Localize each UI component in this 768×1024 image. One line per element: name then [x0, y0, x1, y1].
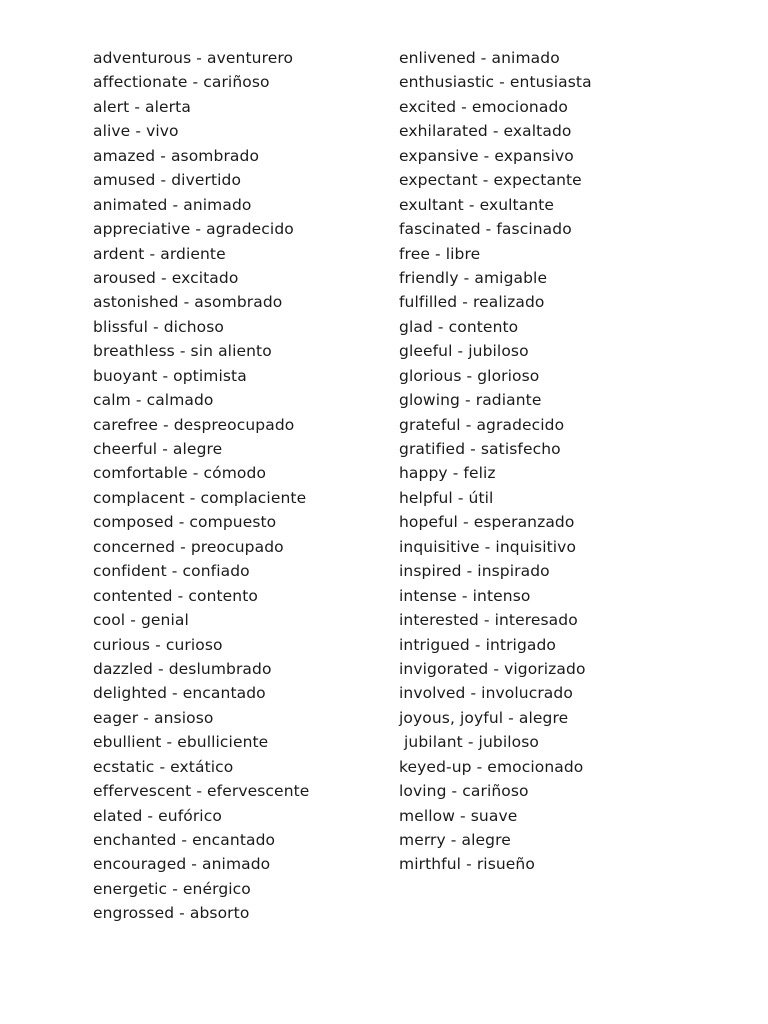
- word-pair-entry: astonished - asombrado: [93, 293, 283, 312]
- word-pair-entry: eager - ansioso: [93, 708, 214, 727]
- word-pair-entry: alert - alerta: [93, 97, 191, 116]
- word-pair-entry: dazzled - deslumbrado: [93, 659, 272, 678]
- word-pair-entry: interested - interesado: [399, 611, 578, 630]
- word-pair-entry: affectionate - cariñoso: [93, 73, 270, 92]
- word-pair-entry: energetic - enérgico: [93, 879, 251, 898]
- word-pair-entry: keyed-up - emocionado: [399, 757, 584, 776]
- word-pair-entry: carefree - despreocupado: [93, 415, 295, 434]
- word-pair-entry: helpful - útil: [399, 488, 494, 507]
- word-pair-entry: ardent - ardiente: [93, 244, 226, 263]
- left-word-list: [93, 46, 383, 926]
- word-pair-entry: loving - cariñoso: [399, 782, 529, 801]
- word-pair-entry: animated - animado: [93, 195, 252, 214]
- word-pair-entry: grateful - agradecido: [399, 415, 565, 434]
- word-pair-entry: comfortable - cómodo: [93, 464, 267, 483]
- word-pair-entry: curious - curioso: [93, 635, 223, 654]
- word-pair-entry: amused - divertido: [93, 171, 242, 190]
- word-pair-entry: mirthful - risueño: [399, 855, 535, 874]
- word-pair-entry: involved - involucrado: [399, 684, 573, 703]
- word-pair-entry: glowing - radiante: [399, 391, 542, 410]
- word-pair-entry: concerned - preocupado: [93, 537, 284, 556]
- word-pair-entry: encouraged - animado: [93, 855, 271, 874]
- word-pair-entry: blissful - dichoso: [93, 317, 224, 336]
- word-pair-entry: contented - contento: [93, 586, 258, 605]
- word-pair-entry: expectant - expectante: [399, 171, 582, 190]
- word-pair-entry: buoyant - optimista: [93, 366, 247, 385]
- word-pair-entry: confident - confiado: [93, 562, 250, 581]
- word-pair-entry: inquisitive - inquisitivo: [399, 537, 577, 556]
- word-pair-entry: glad - contento: [399, 317, 519, 336]
- word-pair-entry: expansive - expansivo: [399, 146, 574, 165]
- word-pair-entry: inspired - inspirado: [399, 562, 550, 581]
- word-pair-entry: appreciative - agradecido: [93, 220, 294, 239]
- word-pair-entry: jubilant - jubiloso: [399, 733, 539, 752]
- word-pair-entry: friendly - amigable: [399, 268, 548, 287]
- word-pair-entry: ecstatic - extático: [93, 757, 234, 776]
- word-pair-entry: cheerful - alegre: [93, 440, 223, 458]
- word-pair-entry: engrossed - absorto: [93, 904, 250, 923]
- word-pair-entry: free - libre: [399, 244, 481, 263]
- word-pair-entry: gleeful - jubiloso: [399, 342, 529, 361]
- word-pair-entry: effervescent - efervescente: [93, 782, 310, 801]
- word-pair-entry: exhilarated - exaltado: [399, 122, 572, 141]
- word-pair-entry: exultant - exultante: [399, 195, 555, 214]
- word-pair-entry: aroused - excitado: [93, 268, 239, 287]
- word-pair-entry: happy - feliz: [399, 464, 496, 483]
- word-pair-entry: enchanted - encantado: [93, 831, 276, 849]
- word-pair-entry: hopeful - esperanzado: [399, 513, 575, 532]
- word-pair-entry: gratified - satisfecho: [399, 440, 561, 458]
- word-pair-entry: merry - alegre: [399, 831, 511, 849]
- word-pair-entry: intense - intenso: [399, 586, 531, 605]
- word-pair-entry: amazed - asombrado: [93, 146, 260, 165]
- word-pair-entry: fascinated - fascinado: [399, 220, 572, 239]
- word-pair-entry: calm - calmado: [93, 391, 214, 410]
- word-pair-entry: invigorated - vigorizado: [399, 659, 586, 678]
- word-pair-entry: composed - compuesto: [93, 513, 277, 532]
- word-pair-entry: adventurous - aventurero: [93, 49, 294, 67]
- word-pair-entry: breathless - sin aliento: [93, 342, 272, 361]
- right-word-list: [399, 46, 699, 877]
- word-pair-entry: enlivened - animado: [399, 49, 560, 67]
- word-pair-entry: enthusiastic - entusiasta: [399, 73, 592, 92]
- word-pair-entry: complacent - complaciente: [93, 488, 307, 507]
- word-pair-entry: alive - vivo: [93, 122, 179, 141]
- word-pair-entry: mellow - suave: [399, 806, 518, 825]
- word-pair-entry: elated - eufórico: [93, 806, 222, 825]
- word-pair-entry: joyous, joyful - alegre: [399, 708, 569, 727]
- word-pair-entry: cool - genial: [93, 611, 189, 630]
- word-pair-entry: intrigued - intrigado: [399, 635, 557, 654]
- word-pair-entry: fulfilled - realizado: [399, 293, 545, 312]
- word-pair-entry: excited - emocionado: [399, 97, 568, 116]
- word-pair-entry: glorious - glorioso: [399, 366, 540, 385]
- word-pair-entry: delighted - encantado: [93, 684, 266, 703]
- word-pair-entry: ebullient - ebulliciente: [93, 733, 269, 752]
